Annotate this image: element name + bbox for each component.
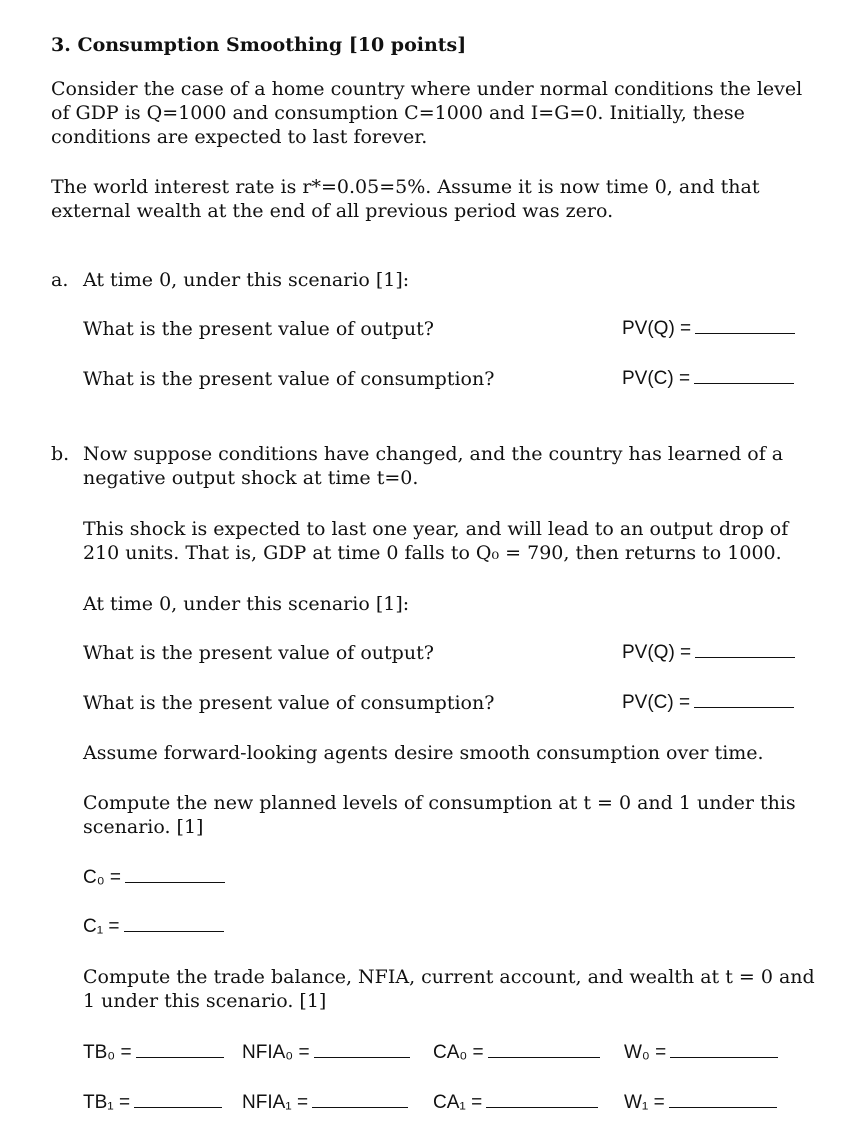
nfia0-field [242, 1041, 410, 1065]
pv-consumption-label: PV(C) = [622, 692, 691, 713]
part-b-assumption: Assume forward-looking agents desire smooth consumption over time. [83, 742, 764, 764]
part-b-question-pv-consumption: What is the present value of consumption? [83, 692, 495, 714]
ca1-field [433, 1091, 598, 1115]
intro-paragraph-1: Consider the case of a home country where under normal conditions the level of GDP is Q=1000 and consumption C=1000 and I=G=0. Initially, these conditions are expected to last forever. [51, 78, 803, 148]
tb1-answer-blank[interactable] [134, 1091, 222, 1108]
tb0-label: TB₀ = [83, 1042, 132, 1063]
part-b-marker: b. [51, 443, 70, 465]
pv-output-label: PV(Q) = [622, 318, 692, 339]
c0-field [83, 866, 225, 890]
nfia0-answer-blank[interactable] [314, 1041, 410, 1058]
ca0-label: CA₀ = [433, 1042, 484, 1063]
pv-output-answer-blank[interactable] [695, 317, 795, 334]
pv-consumption-label: PV(C) = [622, 368, 691, 389]
part-b-compute-consumption: Compute the new planned levels of consumption at t = 0 and 1 under this scenario. [1] [83, 792, 796, 838]
nfia1-field [242, 1091, 408, 1115]
part-b-pv-output-field [622, 641, 795, 665]
w1-label: W₁ = [624, 1092, 665, 1113]
tb0-field [83, 1041, 224, 1065]
part-a-question-pv-output: What is the present value of output? [83, 318, 434, 340]
ca0-answer-blank[interactable] [488, 1041, 600, 1058]
nfia0-label: NFIA₀ = [242, 1042, 310, 1063]
w0-answer-blank[interactable] [670, 1041, 778, 1058]
tb1-label: TB₁ = [83, 1092, 131, 1113]
pv-output-answer-blank[interactable] [695, 641, 795, 658]
part-b-shock-description: This shock is expected to last one year, and will lead to an output drop of 210 units. That is, GDP at time 0 falls to Q₀ = 790, then returns to 1000. [83, 518, 789, 564]
ca1-label: CA₁ = [433, 1092, 483, 1113]
c1-label: C₁ = [83, 916, 120, 937]
part-b-question-pv-output: What is the present value of output? [83, 642, 434, 664]
tb1-field [83, 1091, 222, 1115]
pv-output-label: PV(Q) = [622, 642, 692, 663]
question-heading: 3. Consumption Smoothing [10 points] [51, 34, 467, 56]
nfia1-label: NFIA₁ = [242, 1092, 309, 1113]
w0-field [624, 1041, 778, 1065]
part-a-question-pv-consumption: What is the present value of consumption? [83, 368, 495, 390]
c1-field [83, 915, 224, 939]
part-a-marker: a. [51, 269, 69, 291]
nfia1-answer-blank[interactable] [312, 1091, 408, 1108]
part-b-pv-consumption-field [622, 691, 794, 715]
part-b-scenario: At time 0, under this scenario [1]: [83, 593, 410, 615]
c1-answer-blank[interactable] [124, 915, 224, 932]
c0-answer-blank[interactable] [125, 866, 225, 883]
c0-label: C₀ = [83, 867, 121, 888]
part-a-pv-output-field [622, 317, 795, 341]
w0-label: W₀ = [624, 1042, 667, 1063]
intro-paragraph-2: The world interest rate is r*=0.05=5%. Assume it is now time 0, and that external wealth at the end of all previous period was zero. [51, 176, 760, 222]
w1-answer-blank[interactable] [669, 1091, 777, 1108]
ca0-field [433, 1041, 600, 1065]
part-a-prompt: At time 0, under this scenario [1]: [83, 269, 410, 291]
pv-consumption-answer-blank[interactable] [694, 367, 794, 384]
part-b-prompt: Now suppose conditions have changed, and the country has learned of a negative output shock at time t=0. [83, 443, 784, 489]
tb0-answer-blank[interactable] [136, 1041, 224, 1058]
part-a-pv-consumption-field [622, 367, 794, 391]
w1-field [624, 1091, 777, 1115]
part-b-compute-accounts: Compute the trade balance, NFIA, current account, and wealth at t = 0 and 1 under this scenario. [1] [83, 966, 815, 1012]
ca1-answer-blank[interactable] [486, 1091, 598, 1108]
pv-consumption-answer-blank[interactable] [694, 691, 794, 708]
